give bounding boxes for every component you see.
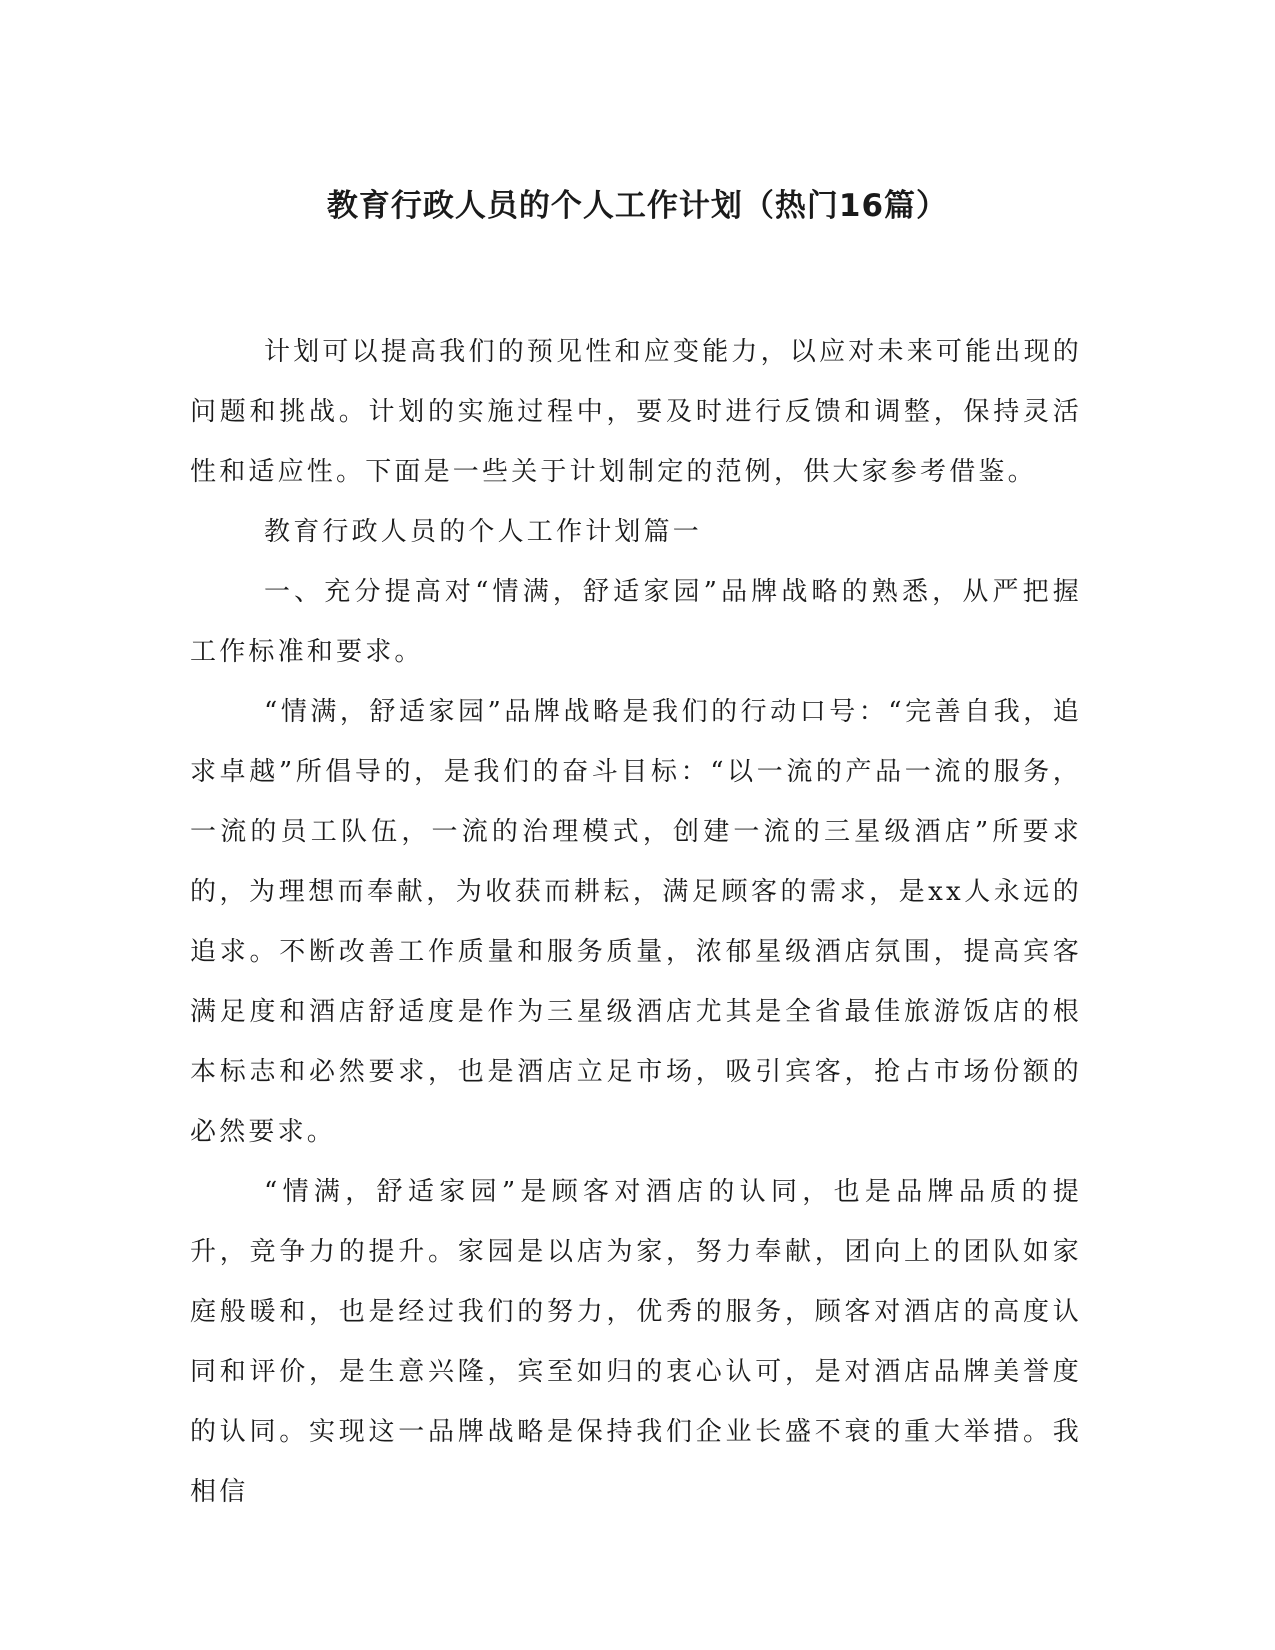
paragraph-home-concept: “情满，舒适家园”是顾客对酒店的认同，也是品牌品质的提升，竞争力的提升。家园是以店为家，努力奉献，团向上的团队如家庭般暖和，也是经过我们的努力，优秀的服务，顾客对酒店的高度认同和评价，是生意兴隆，宾至如归的衷心认可，是对酒店品牌美誉度的认同。实现这一品牌战略是保持我们企业长盛不衰的重大举措。我相信 [190,1177,1082,1507]
section-heading: 教育行政人员的个人工作计划篇一 [264,517,703,547]
document-title: 教育行政人员的个人工作计划（热门16篇） [326,188,949,224]
paragraph-point-one: 一、充分提高对“情满，舒适家园”品牌战略的熟悉，从严把握工作标准和要求。 [190,577,1082,667]
paragraph-intro: 计划可以提高我们的预见性和应变能力，以应对未来可能出现的问题和挑战。计划的实施过程中，要及时进行反馈和调整，保持灵活性和适应性。下面是一些关于计划制定的范例，供大家参考借鉴。 [190,337,1082,487]
paragraph-brand-strategy: “情满，舒适家园”品牌战略是我们的行动口号：“完善自我，追求卓越”所倡导的，是我们的奋斗目标：“以一流的产品一流的服务，一流的员工队伍，一流的治理模式，创建一流的三星级酒店”所要求的，为理想而奉献，为收获而耕耘，满足顾客的需求，是xx人永远的追求。不断改善工作质量和服务质量，浓郁星级酒店氛围，提高宾客满足度和酒店舒适度是作为三星级酒店尤其是全省最佳旅游饭店的根本标志和必然要求，也是酒店立足市场，吸引宾客，抢占市场份额的必然要求。 [190,697,1082,1147]
document-body [190,322,1082,1522]
